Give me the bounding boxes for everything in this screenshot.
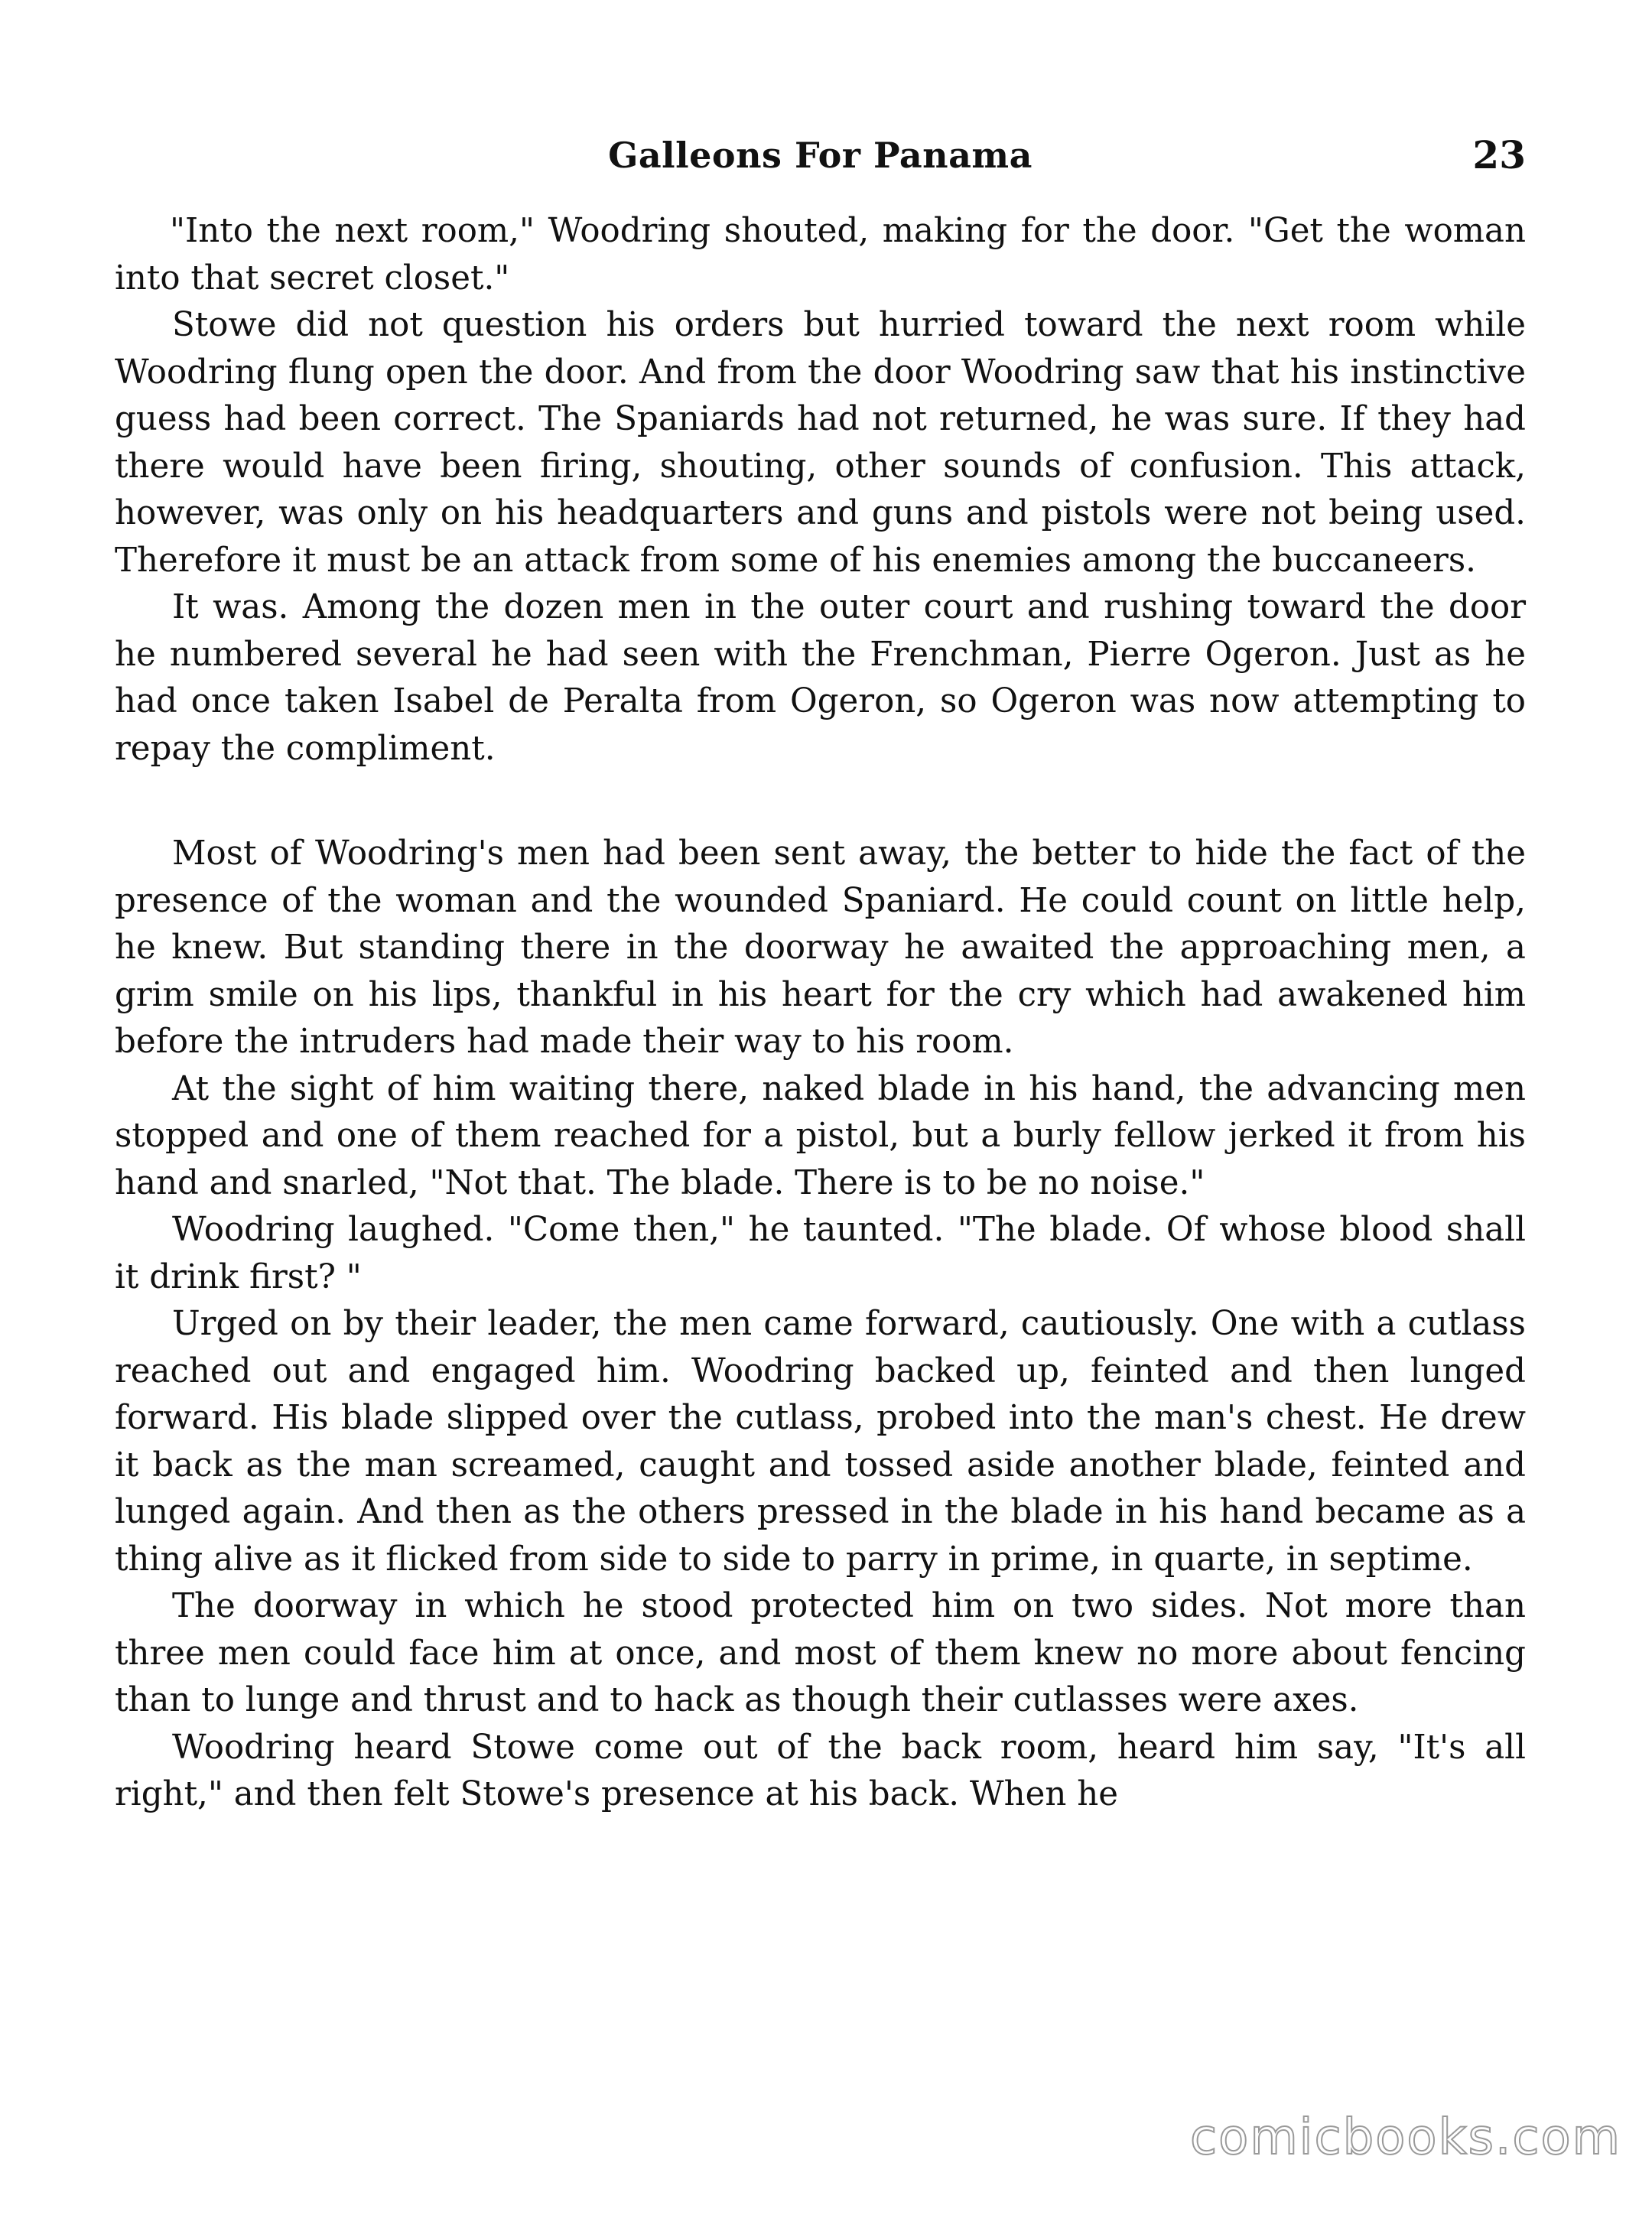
- paragraph: It was. Among the dozen men in the outer court and rushing toward the door he numbered several he had seen with the Frenchman, Pierre Ogeron. Just as he had once taken Isabel de Peralta from Ogeron, so Ogeron was now attempting to repay the compliment.: [115, 588, 1526, 768]
- paragraph: Woodring heard Stowe come out of the back room, heard him say, "It's all right," and then felt Stowe's presence at his back. When he: [115, 1728, 1526, 1813]
- paragraph: The doorway in which he stood protected him on two sides. Not more than three men could face him at once, and most of them knew no more about fencing than to lunge and thrust and to hack as though their cutlasses were axes.: [115, 1587, 1526, 1719]
- page-number: 23: [1472, 132, 1526, 177]
- watermark: comicbooks.com: [1189, 2109, 1621, 2166]
- running-title: Galleons For Panama: [608, 135, 1032, 176]
- page-header: [115, 128, 1526, 182]
- paragraph: "Into the next room," Woodring shouted, making for the door. "Get the woman into that secret closet.": [115, 212, 1526, 298]
- paragraph: Stowe did not question his orders but hurried toward the next room while Woodring flung open the door. And from the door Woodring saw that his instinctive guess had been correct. The Spaniards had not returned, he was sure. If they had there would have been firing, shouting, other sounds of confusion. This attack, however, was only on his headquarters and guns and pistols were not being used. Therefore it must be an attack from some of his enemies among the buccaneers.: [115, 306, 1526, 580]
- paragraph: At the sight of him waiting there, naked blade in his hand, the advancing men stopped and one of them reached for a pistol, but a burly fellow jerked it from his hand and snarled, "Not that. The blade. There is to be no noise.": [115, 1069, 1526, 1202]
- body-text: [115, 208, 1526, 1819]
- paragraph: Most of Woodring's men had been sent away, the better to hide the fact of the presence of the woman and the wounded Spaniard. He could count on little help, he knew. But standing there in the doorway he awaited the approaching men, a grim smile on his lips, thankful in his heart for the cry which had awakened him before the intruders had made their way to his room.: [115, 834, 1526, 1061]
- paragraph: Woodring laughed. "Come then," he taunted. "The blade. Of whose blood shall it drink first? ": [115, 1211, 1526, 1296]
- paragraph: Urged on by their leader, the men came forward, cautiously. One with a cutlass reached out and engaged him. Woodring backed up, feinted and then lunged forward. His blade slipped over the cutlass, probed into the man's chest. He drew it back as the man screamed, caught and tossed aside another blade, feinted and lunged again. And then as the others pressed in the blade in his hand became as a thing alive as it flicked from side to side to parry in prime, in quarte, in septime.: [115, 1305, 1526, 1579]
